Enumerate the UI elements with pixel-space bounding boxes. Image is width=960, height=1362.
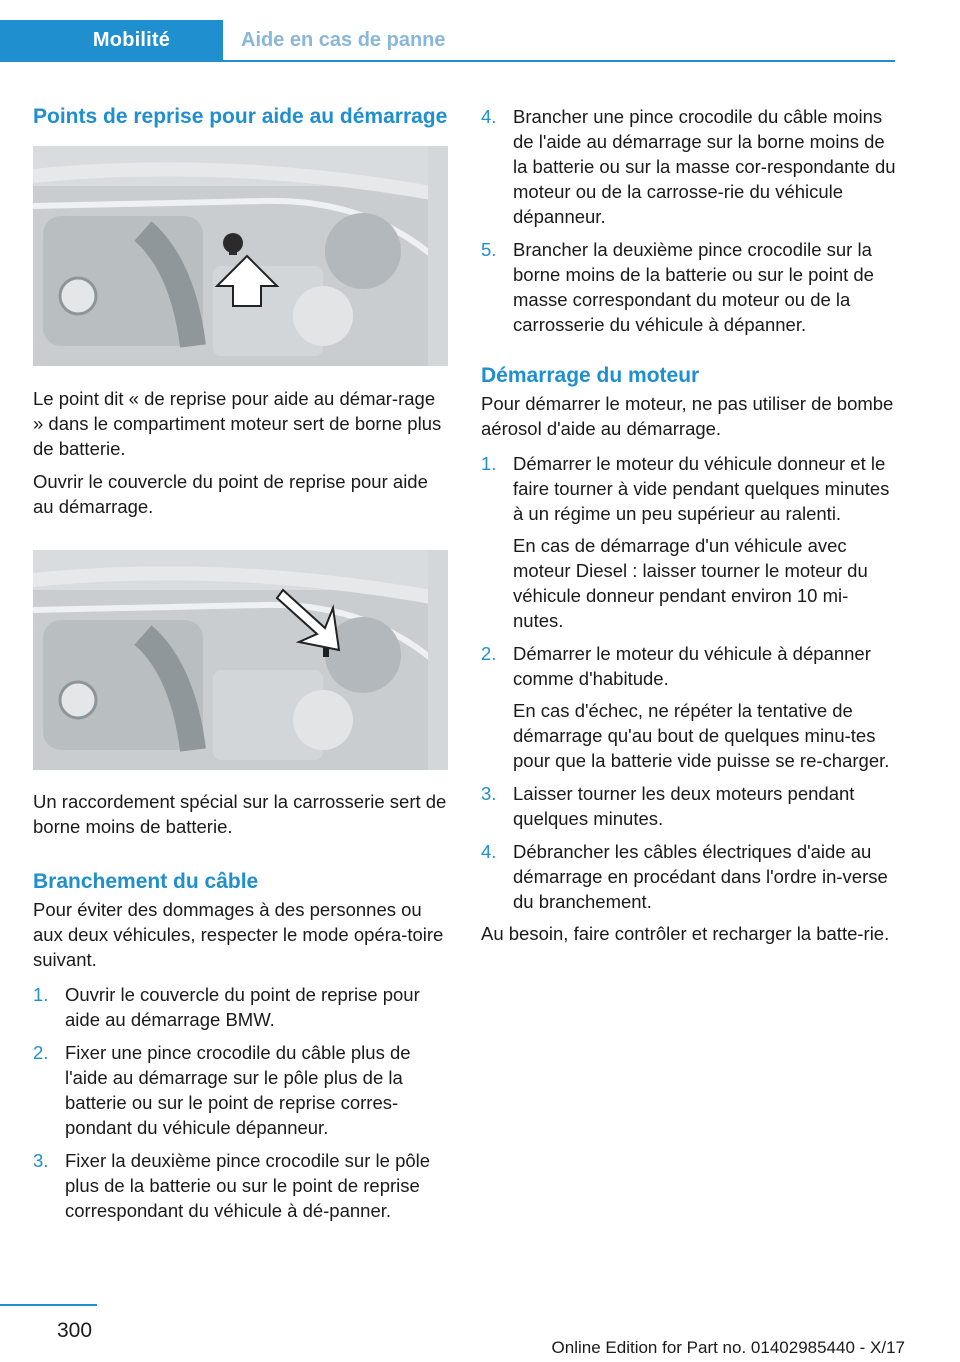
left-column <box>33 104 449 1223</box>
section-title-cable-connection: Branchement du câble <box>33 870 259 893</box>
engine-bay-photo-1 <box>33 146 449 371</box>
page-number-rule <box>0 1304 97 1306</box>
engine-jump-point-image <box>33 146 448 366</box>
list-item: 3. Laisser tourner les deux moteurs pendant quelques minutes. <box>481 783 855 829</box>
engine-ground-point-image <box>33 550 448 770</box>
list-item: 1. Ouvrir le couvercle du point de reprise pour aide au démarrage BMW. <box>33 984 420 1030</box>
jump-point-description: Le point dit « de reprise pour aide au démar-rage » dans le compartiment moteur sert de borne plus de batterie. <box>33 388 442 459</box>
list-item: 2. Fixer une pince crocodile du câble plus de l'aide au démarrage sur le pôle plus de la batterie ou sur le point de reprise corres-pondant du véhicule dépanneur. <box>33 1042 411 1138</box>
engine-start-steps-list <box>481 451 897 914</box>
edition-footer: Online Edition for Part no. 01402985440 - X/17 <box>551 1338 905 1357</box>
list-item: 2. Démarrer le moteur du véhicule à dépanner comme d'habitude. En cas d'échec, ne répéter la tentative de démarrage qu'au bout de quelques minu-tes pour que la batterie vide puisse se re-charger. <box>481 643 890 771</box>
engine-start-intro: Pour démarrer le moteur, ne pas utiliser de bombe aérosol d'aide au démarrage. <box>481 393 894 439</box>
connection-steps-continued <box>481 104 897 337</box>
section-title-engine-start: Démarrage du moteur <box>481 364 700 387</box>
subsection-tab: Aide en cas de panne <box>241 28 446 51</box>
page-number: 300 <box>57 1319 93 1342</box>
section-tab: Mobilité <box>0 20 223 60</box>
ground-point-description: Un raccordement spécial sur la carrosserie sert de borne moins de batterie. <box>33 791 447 837</box>
list-item: 4. Brancher une pince crocodile du câble moins de l'aide au démarrage sur la borne moins de la batterie ou sur la masse cor-respondante du moteur ou de la carrosse-rie du véhicule dépanneur. <box>481 106 896 227</box>
list-item: 4. Débrancher les câbles électriques d'aide au démarrage en procédant dans l'ordre in-verse du branchement. <box>481 841 888 912</box>
page-header <box>0 20 895 62</box>
right-column <box>481 104 897 946</box>
list-item: 3. Fixer la deuxième pince crocodile sur le pôle plus de la batterie ou sur le point de reprise correspondant du véhicule à dé-panner. <box>33 1150 431 1221</box>
cable-connection-intro: Pour éviter des dommages à des personnes ou aux deux véhicules, respecter le mode opéra-toire suivant. <box>33 899 444 970</box>
list-item: 5. Brancher la deuxième pince crocodile sur la borne moins de la batterie ou sur le point de masse correspondant du moteur ou de la carrosserie du véhicule à dépanner. <box>481 239 874 335</box>
section-title-jump-points: Points de reprise pour aide au démarrage <box>33 105 448 128</box>
open-cover-instruction: Ouvrir le couvercle du point de reprise pour aide au démarrage. <box>33 471 428 517</box>
header-rule <box>0 60 895 62</box>
battery-check-note: Au besoin, faire contrôler et recharger la batte-rie. <box>481 923 890 944</box>
connection-steps-list <box>33 982 449 1223</box>
list-item: 1. Démarrer le moteur du véhicule donneur et le faire tourner à vide pendant quelques minutes à un régime un peu supérieur au ralenti. En cas de démarrage d'un véhicule avec moteur Diesel : laisser tourner le moteur du véhicule donneur pendant environ 10 mi-nutes. <box>481 453 890 631</box>
engine-bay-photo-2 <box>33 550 449 775</box>
